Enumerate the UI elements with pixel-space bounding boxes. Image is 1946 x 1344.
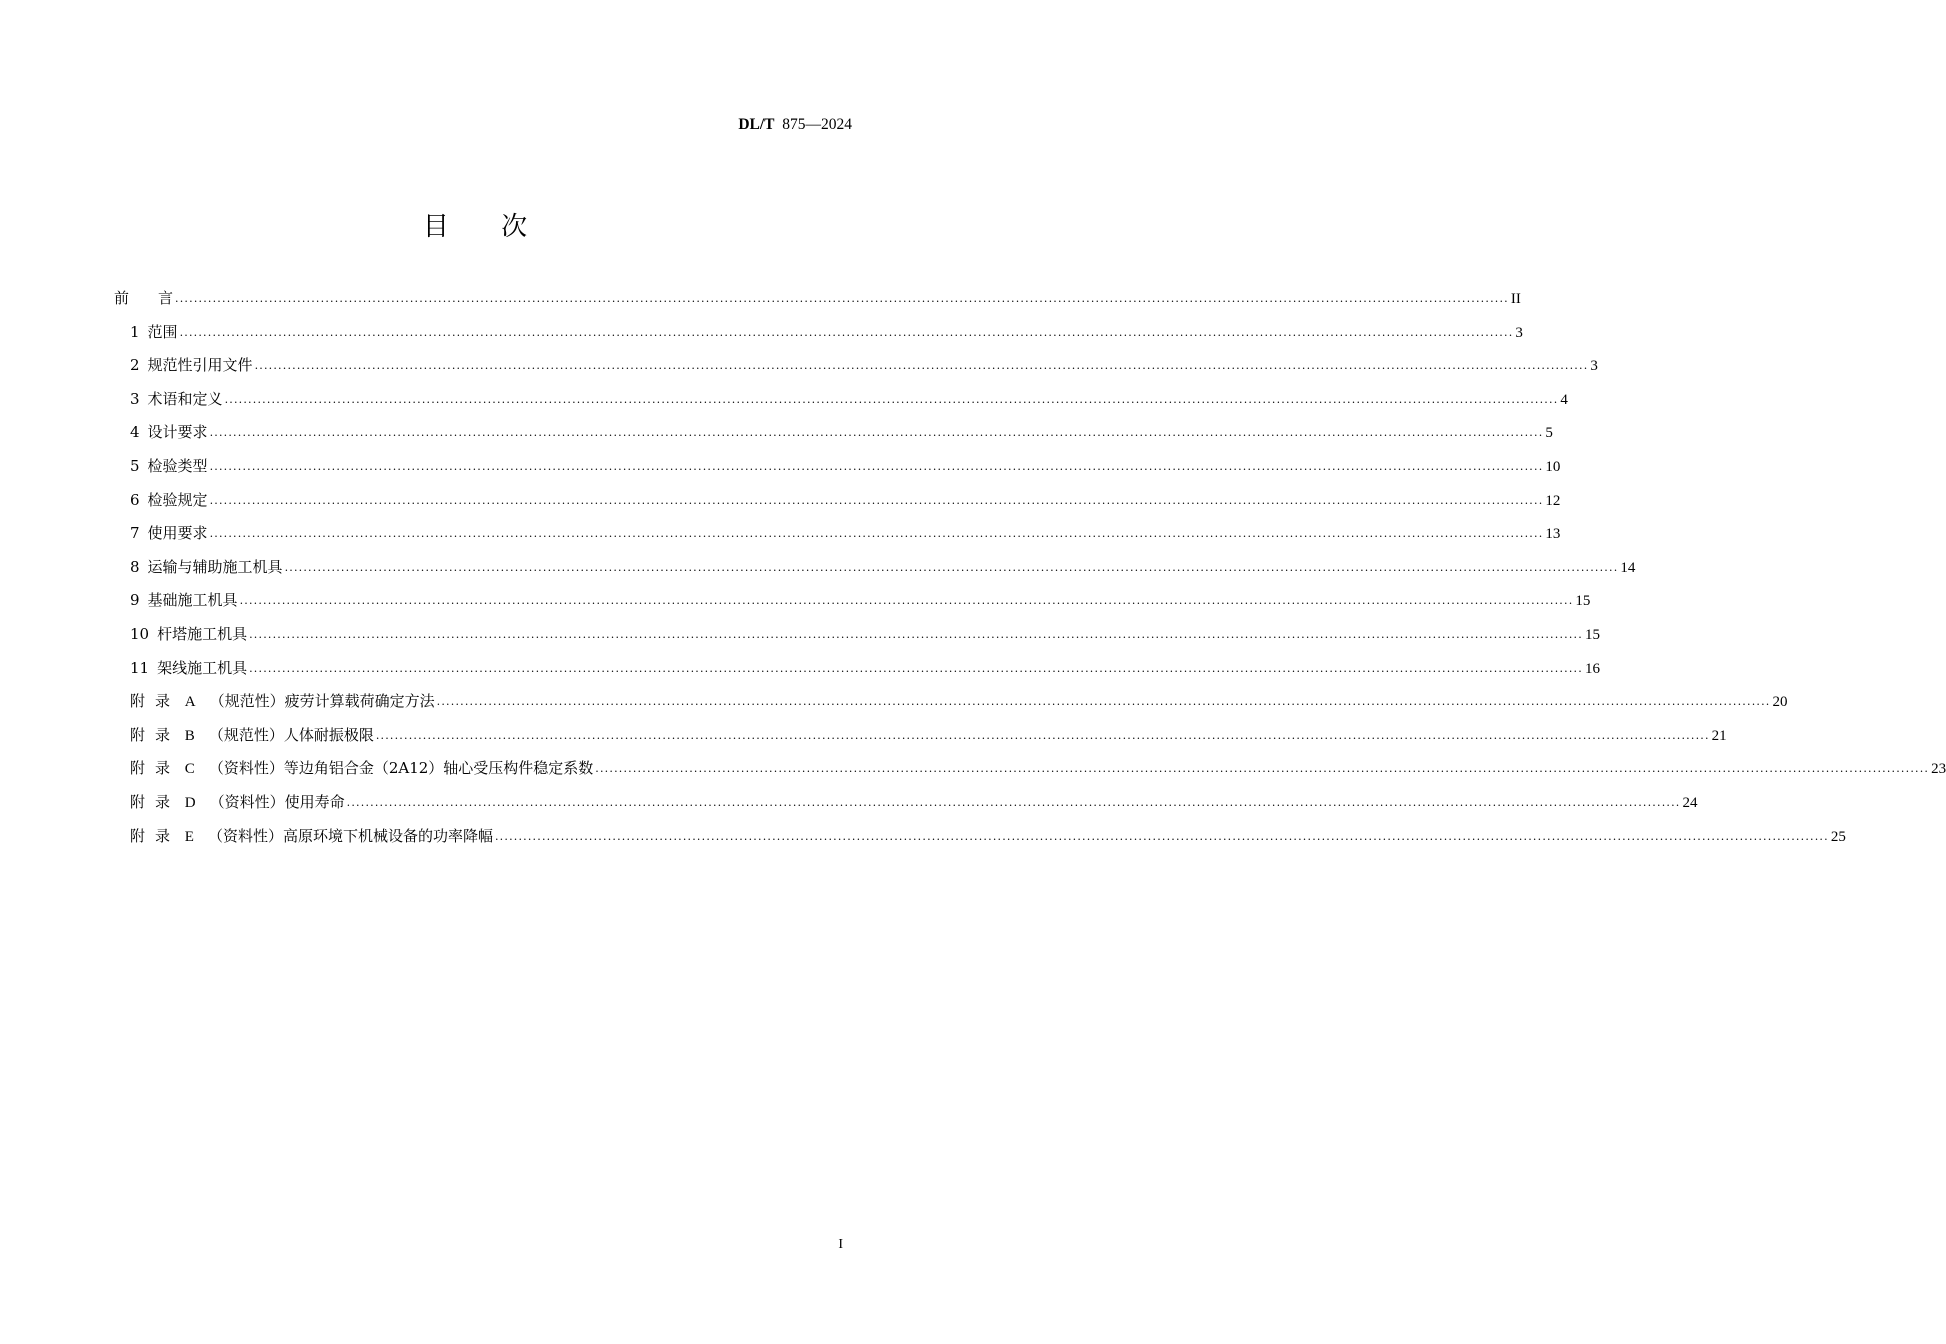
toc-entry-4[interactable] — [114, 420, 1553, 454]
toc-entry-label: 11 架线施工机具 — [130, 658, 248, 677]
toc-entry-preface[interactable] — [114, 286, 1521, 320]
toc-entry-10[interactable] — [114, 622, 1600, 656]
toc-leader-dots: ............................................................................................................................................................................................................................................................................................ — [179, 325, 1514, 339]
document-code-number: 875—2024 — [782, 116, 852, 133]
toc-page-number: 13 — [1545, 526, 1561, 543]
toc-entry-appendix-c[interactable] — [114, 756, 1946, 790]
toc-title: 目 次 — [422, 212, 550, 242]
toc-entry-appendix-b[interactable] — [114, 723, 1727, 757]
toc-leader-dots: ............................................................................................................................................................................................................................................................................................ — [209, 493, 1544, 507]
toc-leader-dots: ............................................................................................................................................................................................................................................................................................ — [346, 795, 1681, 809]
toc-leader-dots: ............................................................................................................................................................................................................................................................................................ — [239, 594, 1574, 608]
toc-page-number: 25 — [1830, 828, 1846, 845]
toc-entry-appendix-e[interactable] — [114, 824, 1846, 858]
toc-leader-dots: ............................................................................................................................................................................................................................................................................................ — [254, 359, 1589, 373]
document-code — [738, 116, 852, 134]
toc-page-number: 14 — [1620, 559, 1636, 576]
toc-page-number: 3 — [1590, 358, 1598, 375]
toc-entry-label: 前言 — [114, 289, 174, 307]
toc-entry-1[interactable] — [114, 320, 1523, 354]
toc-leader-dots: ............................................................................................................................................................................................................................................................................................ — [494, 829, 1829, 843]
toc-page-number: 16 — [1584, 660, 1600, 677]
table-of-contents — [114, 286, 1946, 857]
toc-entry-label: 5 检验类型 — [130, 456, 208, 475]
toc-entry-9[interactable] — [114, 588, 1591, 622]
toc-leader-dots: ............................................................................................................................................................................................................................................................................................ — [209, 426, 1544, 440]
toc-entry-label: 附录 E （资料性）高原环境下机械设备的功率降幅 — [130, 826, 493, 845]
toc-entry-3[interactable] — [114, 387, 1568, 421]
toc-entry-7[interactable] — [114, 521, 1561, 555]
toc-page-number: II — [1510, 291, 1521, 307]
toc-entry-label: 8 运输与辅助施工机具 — [130, 557, 283, 576]
toc-entry-appendix-a[interactable] — [114, 689, 1788, 723]
toc-entry-8[interactable] — [114, 555, 1636, 589]
toc-entry-label: 2 规范性引用文件 — [130, 356, 253, 375]
toc-entry-label: 7 使用要求 — [130, 524, 208, 543]
toc-entry-label: 附录 D （资料性）使用寿命 — [130, 792, 345, 811]
toc-entry-label: 1 范围 — [130, 322, 178, 341]
toc-page-number: 23 — [1931, 761, 1946, 778]
toc-entry-label: 4 设计要求 — [130, 423, 208, 442]
toc-page-number: 20 — [1772, 694, 1788, 711]
toc-leader-dots: ............................................................................................................................................................................................................................................................................................ — [436, 695, 1771, 709]
toc-page-number: 10 — [1545, 458, 1561, 475]
toc-entry-11[interactable] — [114, 656, 1600, 690]
toc-page-number: 12 — [1545, 492, 1561, 509]
toc-page-number: 21 — [1711, 727, 1727, 744]
toc-leader-dots: ............................................................................................................................................................................................................................................................................................ — [224, 392, 1559, 406]
toc-leader-dots: ............................................................................................................................................................................................................................................................................................ — [284, 560, 1619, 574]
toc-entry-label: 6 检验规定 — [130, 490, 208, 509]
toc-entry-label: 附录 B （规范性）人体耐振极限 — [130, 725, 374, 744]
toc-page-number: 3 — [1515, 324, 1523, 341]
toc-entry-5[interactable] — [114, 454, 1561, 488]
toc-page-number: 4 — [1560, 391, 1568, 408]
toc-entry-label: 3 术语和定义 — [130, 389, 223, 408]
toc-page-number: 15 — [1575, 593, 1591, 610]
toc-entry-label: 9 基础施工机具 — [130, 591, 238, 610]
toc-page-number: 15 — [1584, 626, 1600, 643]
footer-page-number: I — [838, 1237, 843, 1252]
toc-leader-dots: ............................................................................................................................................................................................................................................................................................ — [595, 762, 1930, 776]
toc-entry-6[interactable] — [114, 488, 1561, 522]
toc-page-number: 24 — [1682, 794, 1698, 811]
toc-page-number: 5 — [1545, 425, 1553, 442]
toc-entry-label: 附录 A （规范性）疲劳计算载荷确定方法 — [130, 692, 435, 711]
toc-entry-appendix-d[interactable] — [114, 790, 1698, 824]
toc-leader-dots: ............................................................................................................................................................................................................................................................................................ — [209, 459, 1544, 473]
toc-entry-label: 附录 C （资料性）等边角铝合金（2A12）轴心受压构件稳定系数 — [130, 759, 594, 778]
toc-entry-2[interactable] — [114, 353, 1598, 387]
toc-leader-dots: ............................................................................................................................................................................................................................................................................................ — [209, 527, 1544, 541]
document-code-prefix: DL/T — [738, 116, 775, 133]
toc-leader-dots: ............................................................................................................................................................................................................................................................................................ — [249, 627, 1583, 641]
toc-leader-dots: ............................................................................................................................................................................................................................................................................................ — [249, 661, 1583, 675]
toc-leader-dots: ............................................................................................................................................................................................................................................................................................ — [175, 292, 1509, 305]
toc-leader-dots: ............................................................................................................................................................................................................................................................................................ — [375, 728, 1710, 742]
toc-entry-label: 10 杆塔施工机具 — [130, 624, 248, 643]
